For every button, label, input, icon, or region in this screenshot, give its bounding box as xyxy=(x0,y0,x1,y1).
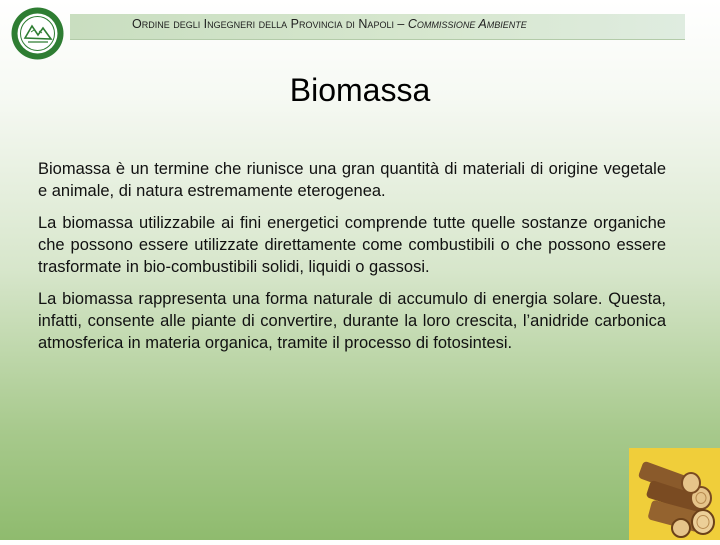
slide-body xyxy=(38,158,666,364)
header-separator: – xyxy=(393,17,408,31)
header-title xyxy=(132,17,692,31)
wood-logs-panel xyxy=(629,448,720,540)
paragraph-definition xyxy=(38,158,666,202)
wood-logs-icon xyxy=(629,448,720,540)
slide-title: Biomassa xyxy=(289,72,431,108)
header-commission: Commissione Ambiente xyxy=(407,17,527,31)
header-org: Ordine degli Ingegneri della Provincia di Napoli xyxy=(132,17,394,31)
org-logo-seal xyxy=(10,6,65,61)
paragraph-energy-use: La biomassa utilizzabile ai fini energetici comprende tutte quelle sostanze organiche che possono essere utilizzate direttamente come combustibili o che possono essere trasformate in bio-combustibili solidi, liquidi o gassosi. xyxy=(38,214,666,276)
paragraph-solar-storage: La biomassa rappresenta una forma naturale di accumulo di energia solare. Questa, infatti, consente alle piante di convertire, durante la loro crescita, l’anidride carbonica atmosferica in materia organica, tramite il processo di fotosintesi. xyxy=(38,290,666,352)
paragraph-lead: Biomassa xyxy=(38,160,111,178)
paragraph-text: è un termine che riunisce una gran quantità di materiali di origine vegetale e animale, di natura estremamente eterogenea. xyxy=(38,160,666,200)
